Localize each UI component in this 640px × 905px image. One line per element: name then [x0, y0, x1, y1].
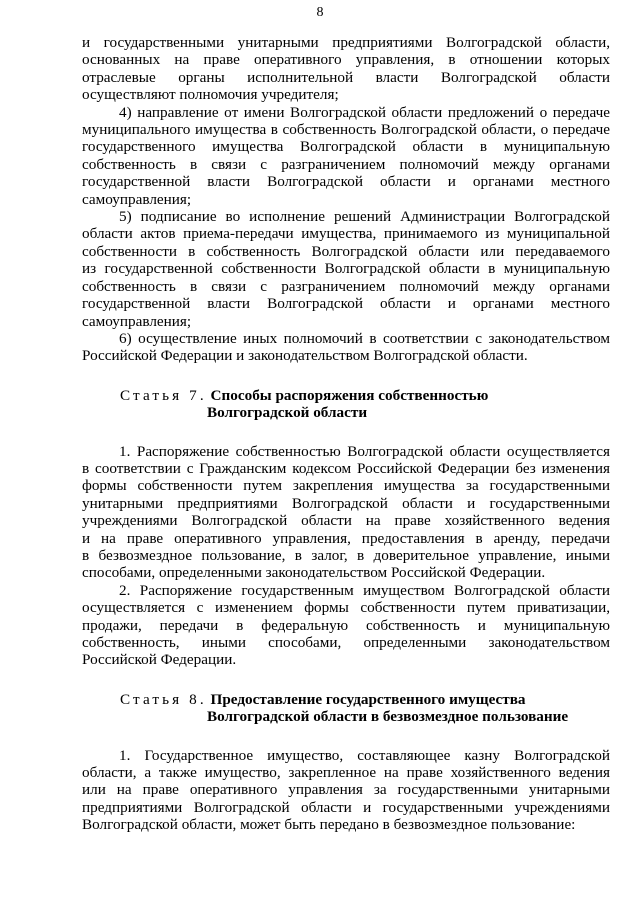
text-line: собственность в связи с разграничением полномочий между органами: [82, 277, 610, 295]
text-line: осуществляется с изменением формы собственности путем приватизации,: [82, 599, 610, 617]
text-line: 2. Распоряжение государственным имуществом Волгоградской области: [119, 581, 610, 599]
paragraph-7-2: [82, 582, 610, 669]
paragraph-8-1: [82, 747, 610, 834]
text-line: или на праве оперативного управления за государственными унитарными: [82, 781, 610, 799]
paragraph-item-4: [82, 104, 610, 208]
article-label: Статья 8.: [120, 690, 207, 708]
article-7-body: [82, 443, 610, 669]
article-8-heading: [82, 691, 610, 726]
page-number: 8: [316, 5, 324, 20]
text-line: в безвозмездное пользование, в залог, в доверительное управление, иными: [82, 546, 610, 564]
text-line: области актов приема-передачи имущества, принимаемого из муниципальной: [82, 225, 610, 243]
text-line: Российской Федерации и законодательством Волгоградской области.: [82, 347, 528, 365]
text-line: предприятиями Волгоградской области и государственными учреждениями: [82, 798, 610, 816]
text-line: в соответствии с Гражданским кодексом Российской Федерации без изменения: [82, 459, 610, 477]
text-line: собственности в собственность Волгоградской области или передаваемого: [82, 242, 610, 260]
text-line: Волгоградской области, может быть передано в безвозмездное пользование:: [82, 816, 576, 834]
text-line: государственной власти Волгоградской области и органами местного: [82, 295, 610, 313]
text-line: 5) подписание во исполнение решений Администрации Волгоградской: [119, 208, 610, 226]
text-line: собственность, иными способами, определенными законодательством: [82, 634, 610, 651]
text-line: и государственными унитарными предприятиями Волгоградской области,: [82, 34, 610, 51]
article-title: Способы распоряжения собственностью: [210, 386, 489, 404]
paragraph-item-6: [82, 330, 610, 365]
paragraph-7-1: [82, 443, 610, 582]
text-line: и на праве оперативного управления, предоставления в аренду, передачи: [82, 529, 610, 547]
text-line: самоуправления;: [82, 312, 192, 330]
article-8-body: [82, 747, 610, 834]
text-line: государственного имущества Волгоградской области в муниципальную: [82, 138, 610, 156]
text-line: из государственной собственности Волгоградской области в муниципальную: [82, 260, 610, 278]
document-body: [82, 34, 610, 834]
text-line: отраслевые органы исполнительной власти Волгоградской области: [82, 68, 610, 86]
text-line: осуществляют полномочия учредителя;: [82, 86, 339, 104]
text-line: Российской Федерации.: [82, 651, 237, 669]
text-line: основанных на праве оперативного управления, в отношении которых: [82, 51, 610, 69]
article-label: Статья 7.: [120, 386, 207, 404]
text-line: муниципального имущества в собственность Волгоградской области, о передаче: [82, 121, 610, 139]
article-7-heading: [82, 387, 610, 422]
article-title: Предоставление государственного имущества: [210, 690, 526, 708]
text-line: учреждениями Волгоградской области на праве хозяйственного ведения: [82, 512, 610, 530]
text-line: 1. Распоряжение собственностью Волгоградской области осуществляется: [119, 442, 610, 460]
text-line: способами, определенными законодательством Российской Федерации.: [82, 564, 546, 582]
text-line: 4) направление от имени Волгоградской области предложений о передаче: [119, 103, 610, 121]
text-line: области, а также имущество, закрепленное на праве хозяйственного ведения: [82, 764, 610, 782]
text-line: 1. Государственное имущество, составляющее казну Волгоградской: [119, 746, 610, 764]
article-title-continuation: Волгоградской области в безвозмездное пользование: [207, 708, 569, 726]
text-line: самоуправления;: [82, 190, 192, 208]
section-continuation: [82, 34, 610, 365]
text-line: собственность в связи с разграничением полномочий между органами: [82, 155, 610, 173]
text-line: продажи, передачи в федеральную собственность и муниципальную: [82, 616, 610, 634]
text-line: 6) осуществление иных полномочий в соответствии с законодательством: [119, 329, 610, 347]
text-line: государственной власти Волгоградской области и органами местного: [82, 173, 610, 191]
paragraph-owner-enterprises: [82, 34, 610, 104]
text-line: формы собственности путем закрепления имущества за государственными: [82, 477, 610, 495]
paragraph-item-5: [82, 208, 610, 330]
article-title-continuation: Волгоградской области: [207, 404, 368, 422]
text-line: унитарными предприятиями Волгоградской области и государственными: [82, 494, 610, 512]
